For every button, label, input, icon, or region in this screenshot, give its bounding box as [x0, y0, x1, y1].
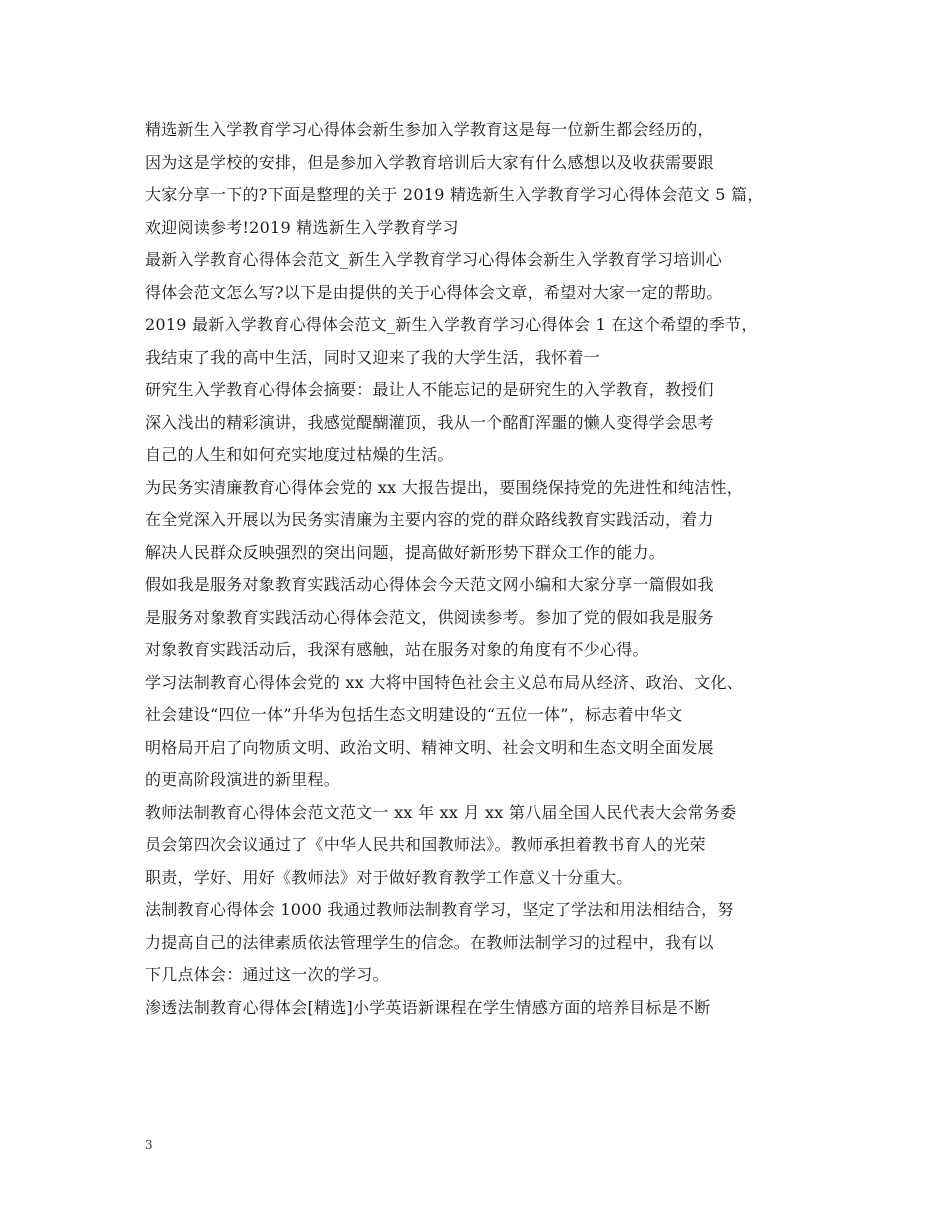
text-line: 2019 最新入学教育心得体会范文_新生入学教育学习心得体会 1 在这个希望的季节，: [145, 315, 758, 334]
paragraph-3: [145, 374, 825, 472]
text-line: 深入浅出的精彩演讲，我感觉醍醐灌顶，我从一个酩酊浑噩的懒人变得学会思考: [145, 412, 714, 432]
text-line: 的更高阶段演进的新里程。: [145, 770, 341, 789]
text-line: 欢迎阅读参考!2019 精选新生入学教育学习: [145, 217, 459, 237]
text-line: 明格局开启了向物质文明、政治文明、精神文明、社会文明和生态文明全面发展: [145, 737, 714, 757]
text-line: 职责，学好、用好《教师法》对于做好教育教学工作意义十分重大。: [145, 867, 633, 887]
text-line: 员会第四次会议通过了《中华人民共和国教师法》。教师承担着教书育人的光荣: [145, 835, 706, 854]
text-line: 自己的人生和如何充实地度过枯燥的生活。: [145, 445, 454, 464]
page-number: 3: [145, 1138, 153, 1152]
paragraph-4: [145, 472, 825, 570]
text-line: 是服务对象教育实践活动心得体会范文，供阅读参考。参加了党的假如我是服务: [145, 607, 714, 627]
text-line: 力提高自己的法律素质依法管理学生的信念。在教师法制学习的过程中，我有以: [145, 932, 714, 952]
text-line: 社会建设“四位一体”升华为包括生态文明建设的“五位一体”，标志着中华文: [145, 705, 683, 724]
text-line: 在全党深入开展以为民务实清廉为主要内容的党的群众路线教育实践活动，着力: [145, 510, 714, 529]
text-line: 下几点体会：通过这一次的学习。: [145, 965, 389, 984]
paragraph-6: [145, 667, 825, 797]
text-line: 为民务实清廉教育心得体会党的 xx 大报告提出，要围绕保持党的先进性和纯洁性，: [145, 477, 743, 497]
paragraph-8: [145, 894, 825, 992]
text-line: 解决人民群众反映强烈的突出问题，提高做好新形势下群众工作的能力。: [145, 542, 666, 562]
document-body: [145, 114, 825, 1024]
text-line: 精选新生入学教育学习心得体会新生参加入学教育这是每一位新生都会经历的，: [145, 120, 714, 139]
text-line: 得体会范文怎么写?以下是由提供的关于心得体会文章，希望对大家一定的帮助。: [145, 282, 723, 302]
paragraph-1: [145, 114, 825, 244]
text-line: 学习法制教育心得体会党的 xx 大将中国特色社会主义总布局从经济、政治、文化、: [145, 672, 743, 692]
text-line: 因为这是学校的安排，但是参加入学教育培训后大家有什么感想以及收获需要跟: [145, 152, 714, 172]
paragraph-2: [145, 244, 825, 374]
text-line: 我结束了我的高中生活，同时又迎来了我的大学生活，我怀着一: [145, 347, 601, 367]
text-line: 法制教育心得体会 1000 我通过教师法制教育学习，坚定了学法和用法相结合，努: [145, 900, 734, 919]
text-line: 对象教育实践活动后，我深有感触，站在服务对象的角度有不少心得。: [145, 640, 649, 659]
text-line: 教师法制教育心得体会范文范文一 xx 年 xx 月 xx 第八届全国人民代表大会常务委: [145, 802, 737, 822]
text-line: 假如我是服务对象教育实践活动心得体会今天范文网小编和大家分享一篇假如我: [145, 575, 714, 594]
paragraph-5: [145, 569, 825, 667]
paragraph-9: [145, 992, 825, 1025]
text-line: 渗透法制教育心得体会[精选]小学英语新课程在学生情感方面的培养目标是不断: [145, 997, 711, 1017]
text-line: 最新入学教育心得体会范文_新生入学教育学习心得体会新生入学教育学习培训心: [145, 250, 723, 269]
text-line: 研究生入学教育心得体会摘要：最让人不能忘记的是研究生的入学教育，教授们: [145, 380, 714, 399]
paragraph-7: [145, 797, 825, 895]
text-line: 大家分享一下的?下面是整理的关于 2019 精选新生入学教育学习心得体会范文 5 篇，: [145, 185, 764, 204]
